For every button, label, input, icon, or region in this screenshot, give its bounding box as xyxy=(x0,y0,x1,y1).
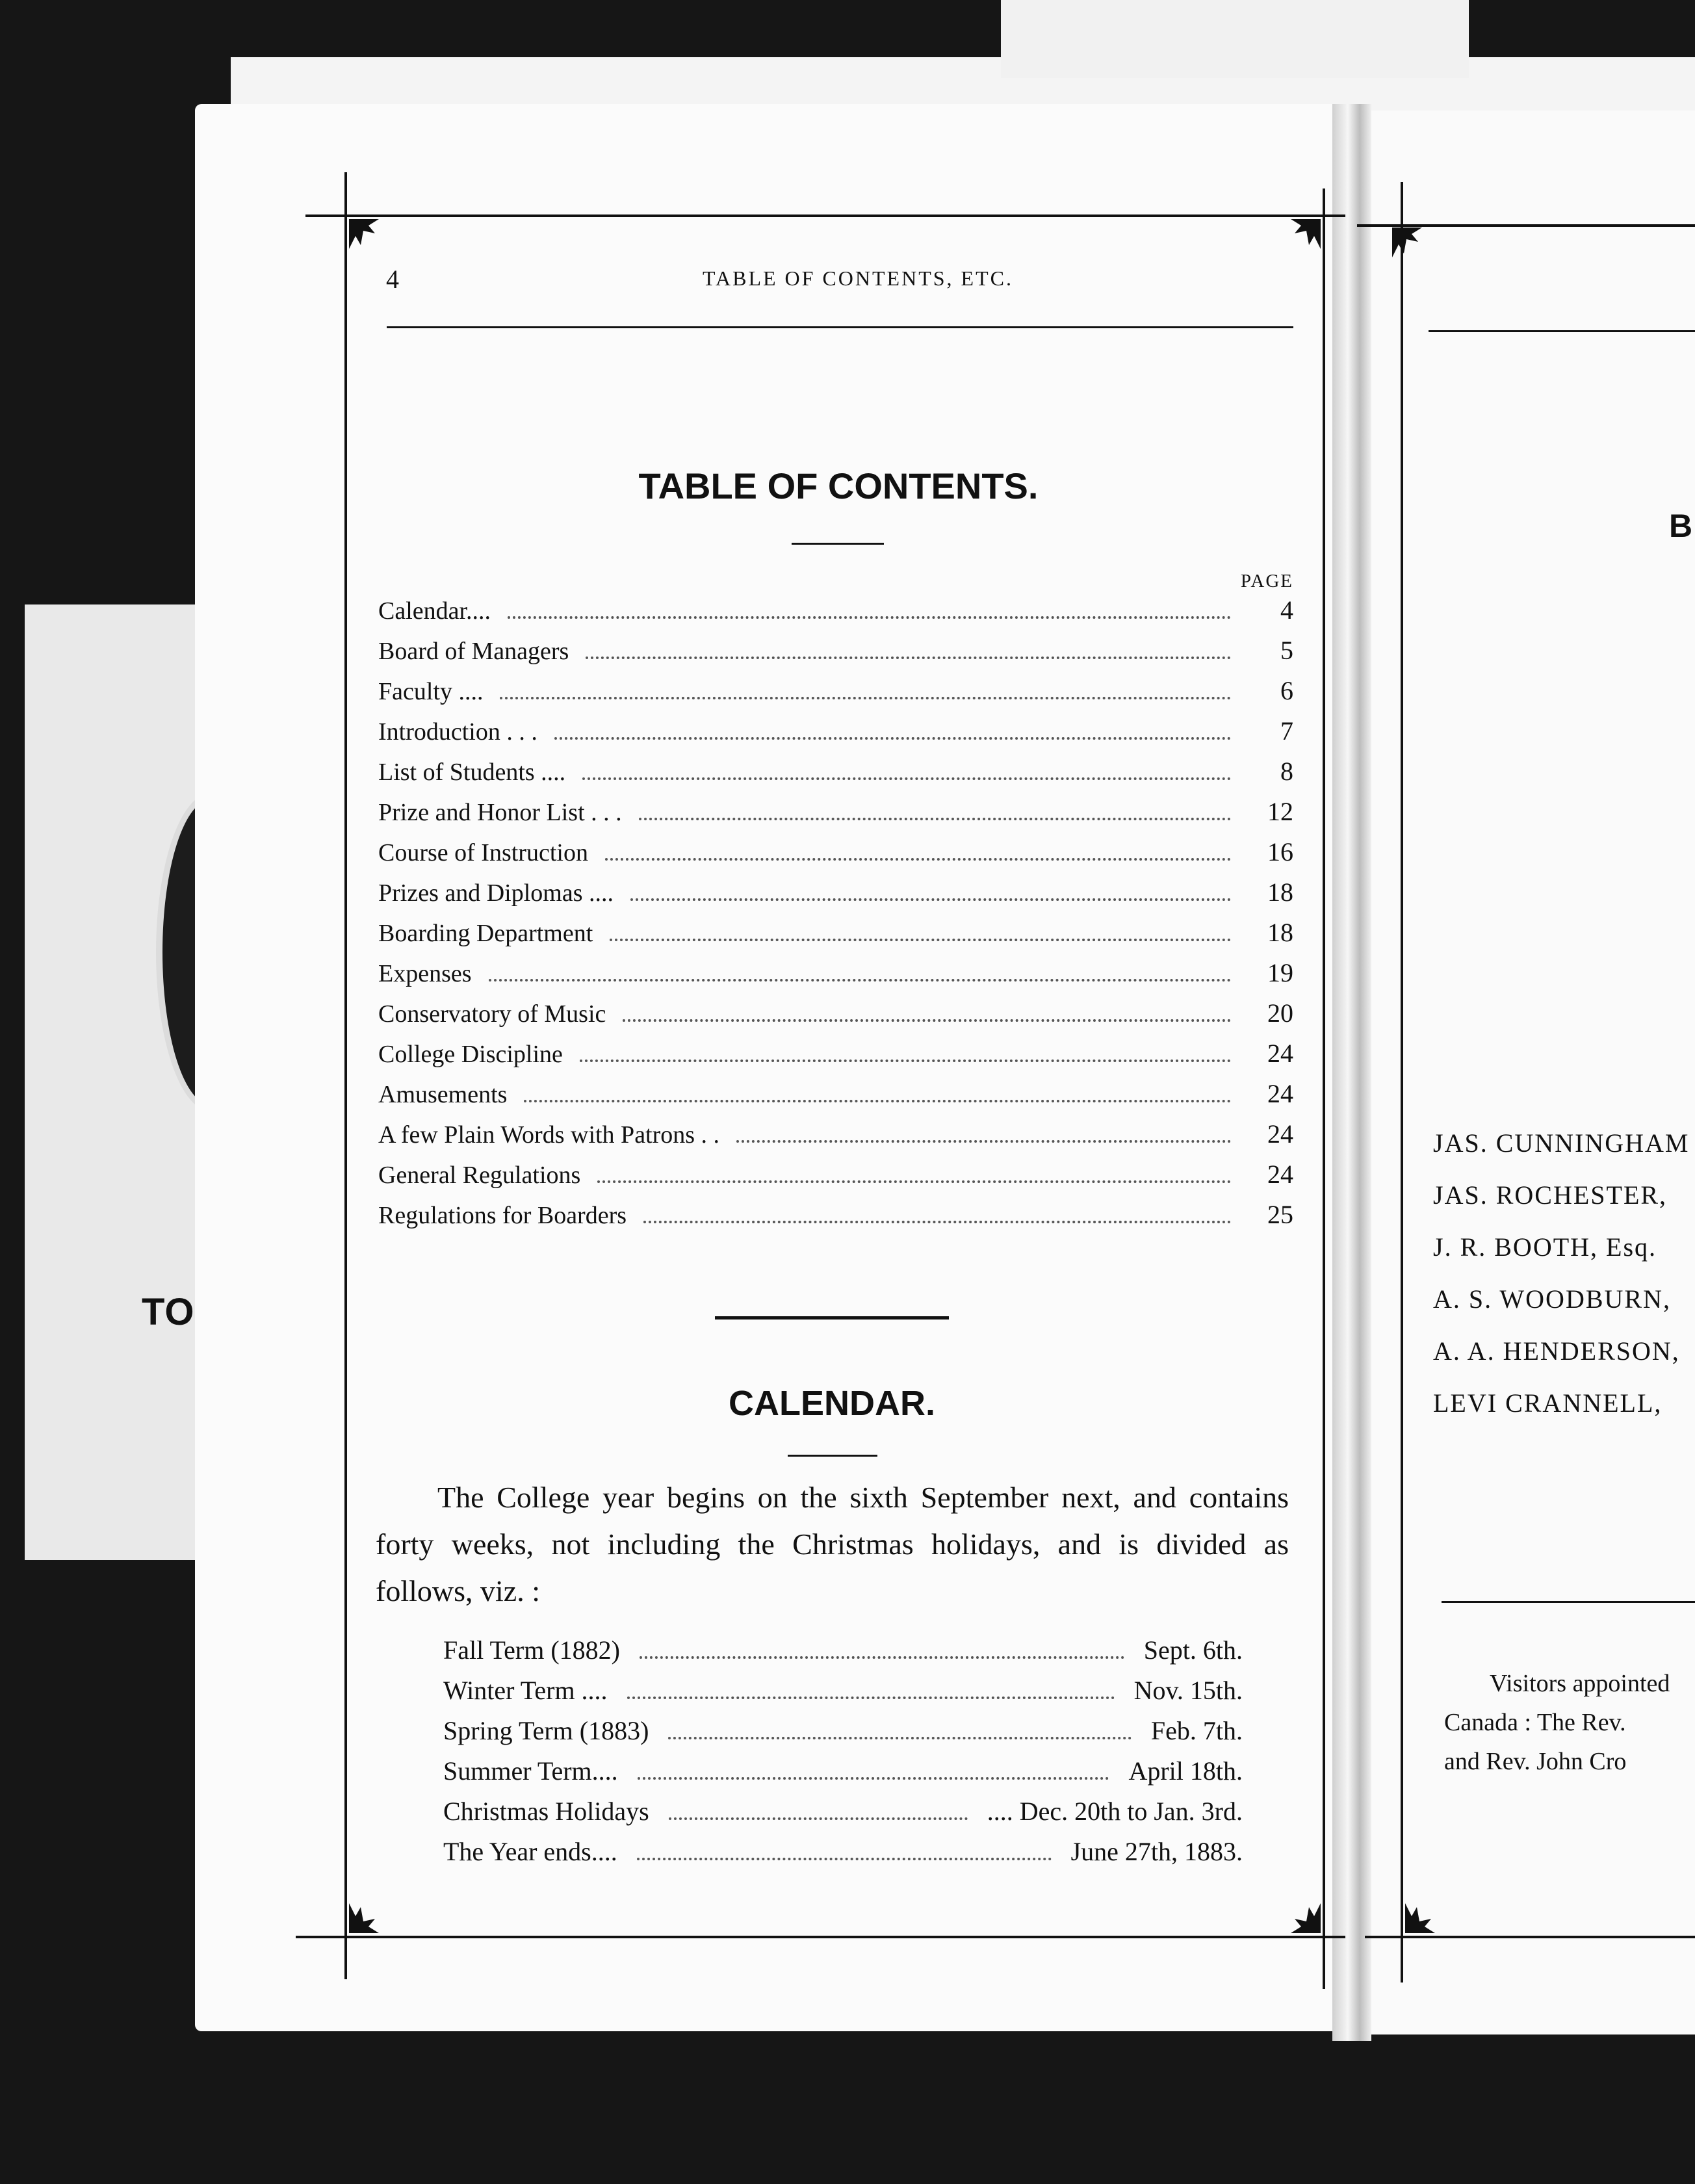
right-heading-fragment: B xyxy=(1669,508,1693,544)
corner-ornament-icon xyxy=(349,219,383,253)
toc-entry xyxy=(378,595,1293,634)
toc-entry-page: 7 xyxy=(1280,716,1293,746)
dot-leader xyxy=(524,1100,1231,1102)
frame-left-rule xyxy=(344,172,347,1979)
toc-entry xyxy=(378,917,1293,956)
term-label: Winter Term .... xyxy=(443,1676,608,1705)
running-head: TABLE OF CONTENTS, ETC. xyxy=(703,266,1013,290)
background-card-text: TO xyxy=(142,1291,195,1333)
manager-name: A. S. WOODBURN, xyxy=(1433,1284,1671,1314)
manager-name: A. A. HENDERSON, xyxy=(1433,1336,1680,1366)
dot-leader xyxy=(597,1180,1231,1183)
toc-entry-page: 25 xyxy=(1267,1200,1293,1229)
right-frame-left-rule xyxy=(1401,182,1403,1982)
frame-right-rule xyxy=(1323,188,1325,1989)
term-date: Nov. 15th. xyxy=(1133,1676,1243,1705)
toc-entry-page: 24 xyxy=(1267,1119,1293,1149)
dot-leader xyxy=(554,737,1231,740)
right-header-rule xyxy=(1429,330,1695,332)
manager-name: LEVI CRANNELL, xyxy=(1433,1388,1663,1418)
toc-entry-label: List of Students .... xyxy=(378,759,566,786)
corner-ornament-icon xyxy=(1287,219,1321,253)
term-date: April 18th. xyxy=(1128,1756,1243,1786)
term-date: Feb. 7th. xyxy=(1150,1716,1243,1745)
term-date: June 27th, 1883. xyxy=(1070,1837,1243,1866)
toc-entry-page: 8 xyxy=(1280,757,1293,786)
toc-entry-page: 5 xyxy=(1280,636,1293,665)
term-label: Summer Term.... xyxy=(443,1756,618,1786)
dot-leader xyxy=(610,939,1231,941)
dot-leader xyxy=(668,1737,1131,1739)
section-divider xyxy=(715,1316,949,1320)
dot-leader xyxy=(582,777,1231,780)
toc-entry-page: 24 xyxy=(1267,1079,1293,1108)
frame-bottom-rule xyxy=(296,1936,1345,1938)
dot-leader xyxy=(623,1019,1231,1022)
visitors-note xyxy=(1444,1664,1695,1781)
right-frame-top-rule xyxy=(1357,224,1695,227)
toc-entry xyxy=(378,1199,1293,1238)
dot-leader xyxy=(637,1858,1052,1860)
toc-title-rule xyxy=(792,543,884,545)
toc-entry-page: 24 xyxy=(1267,1039,1293,1068)
toc-entry-page: 16 xyxy=(1267,837,1293,866)
toc-entry-label: Prizes and Diplomas .... xyxy=(378,879,614,907)
dot-leader xyxy=(627,1696,1115,1699)
dot-leader xyxy=(500,697,1231,699)
toc-entry-label: Regulations for Boarders xyxy=(378,1202,627,1229)
dot-leader xyxy=(640,1656,1124,1659)
frame-top-rule xyxy=(305,214,1345,217)
toc-entry xyxy=(378,837,1293,876)
toc-entry xyxy=(378,716,1293,755)
term-row xyxy=(443,1796,1243,1836)
corner-ornament-icon xyxy=(1287,1899,1321,1933)
manager-name: J. R. BOOTH, Esq. xyxy=(1433,1232,1657,1262)
right-divider xyxy=(1442,1601,1695,1603)
toc-entry-page: 6 xyxy=(1280,676,1293,705)
toc-title: TABLE OF CONTENTS. xyxy=(638,465,1039,506)
manager-name: JAS. CUNNINGHAM xyxy=(1433,1128,1690,1158)
toc-entry xyxy=(378,796,1293,835)
dot-leader xyxy=(508,616,1231,619)
term-row xyxy=(443,1836,1243,1877)
term-label: The Year ends.... xyxy=(443,1837,617,1866)
calendar-title-rule xyxy=(788,1455,877,1457)
toc-entry-label: Amusements xyxy=(378,1081,508,1108)
term-date: .... Dec. 20th to Jan. 3rd. xyxy=(987,1797,1243,1826)
dot-leader xyxy=(736,1140,1231,1143)
tape-strip xyxy=(1001,0,1469,78)
toc-entry-page: 12 xyxy=(1267,797,1293,826)
term-row xyxy=(443,1756,1243,1796)
background-card xyxy=(25,604,200,1560)
toc-entry-page: 18 xyxy=(1267,878,1293,907)
toc-entry-page: 18 xyxy=(1267,918,1293,947)
dot-leader xyxy=(638,1777,1109,1780)
term-label: Christmas Holidays xyxy=(443,1797,649,1826)
right-frame-bottom-rule xyxy=(1365,1936,1695,1938)
toc-entry-label: Expenses xyxy=(378,960,472,987)
corner-ornament-icon xyxy=(1405,1899,1439,1933)
dot-leader xyxy=(580,1060,1231,1062)
toc-entry xyxy=(378,1038,1293,1077)
toc-entry-page: 4 xyxy=(1280,595,1293,625)
dot-leader xyxy=(605,858,1231,861)
calendar-intro: The College year begins on the sixth September next, and contains forty weeks, not including the Christmas holidays, and is divided as follows, viz. : xyxy=(376,1481,1289,1607)
toc-entry-page: 20 xyxy=(1267,998,1293,1028)
visitors-line: Visitors appointed xyxy=(1490,1670,1670,1697)
toc-entry xyxy=(378,756,1293,795)
toc-entry-page: 24 xyxy=(1267,1160,1293,1189)
toc-entry-label: College Discipline xyxy=(378,1041,563,1068)
calendar-title: CALENDAR. xyxy=(729,1384,935,1423)
term-row xyxy=(443,1715,1243,1756)
toc-entry xyxy=(378,635,1293,674)
dot-leader xyxy=(489,979,1231,982)
toc-entry-label: Introduction . . . xyxy=(378,718,537,746)
toc-entry-page: 19 xyxy=(1267,958,1293,987)
toc-entry-label: Calendar.... xyxy=(378,597,491,625)
dot-leader xyxy=(643,1221,1231,1223)
toc-entry-label: Conservatory of Music xyxy=(378,1000,606,1028)
toc-entry xyxy=(378,1159,1293,1198)
toc-entry-label: Board of Managers xyxy=(378,638,569,665)
toc-entry-label: Faculty .... xyxy=(378,678,484,705)
page-number: 4 xyxy=(386,265,399,294)
corner-ornament-icon xyxy=(349,1899,383,1933)
dot-leader xyxy=(586,656,1231,659)
toc-entry xyxy=(378,1119,1293,1158)
toc-entry xyxy=(378,998,1293,1037)
term-row xyxy=(443,1635,1243,1675)
toc-entry xyxy=(378,957,1293,996)
book-spine xyxy=(1332,104,1371,2041)
term-date: Sept. 6th. xyxy=(1143,1635,1243,1665)
dot-leader xyxy=(669,1817,968,1820)
toc-entry xyxy=(378,675,1293,714)
toc-entry xyxy=(378,1078,1293,1117)
corner-ornament-icon xyxy=(1392,228,1426,261)
term-row xyxy=(443,1675,1243,1715)
term-label: Fall Term (1882) xyxy=(443,1635,620,1665)
manager-name: JAS. ROCHESTER, xyxy=(1433,1180,1668,1210)
toc-entry-label: Course of Instruction xyxy=(378,839,588,866)
toc-entry xyxy=(378,877,1293,916)
dot-leader xyxy=(639,818,1231,820)
visitors-line: and Rev. John Cro xyxy=(1444,1748,1627,1775)
dot-leader xyxy=(630,898,1231,901)
term-label: Spring Term (1883) xyxy=(443,1716,649,1745)
toc-entry-label: Boarding Department xyxy=(378,920,593,947)
toc-entry-label: General Regulations xyxy=(378,1162,581,1189)
header-rule xyxy=(387,326,1293,328)
toc-entry-label: A few Plain Words with Patrons . . xyxy=(378,1121,720,1149)
toc-entry-label: Prize and Honor List . . . xyxy=(378,799,622,826)
visitors-line: Canada : The Rev. xyxy=(1444,1709,1626,1736)
page-column-label: PAGE xyxy=(1240,571,1293,592)
